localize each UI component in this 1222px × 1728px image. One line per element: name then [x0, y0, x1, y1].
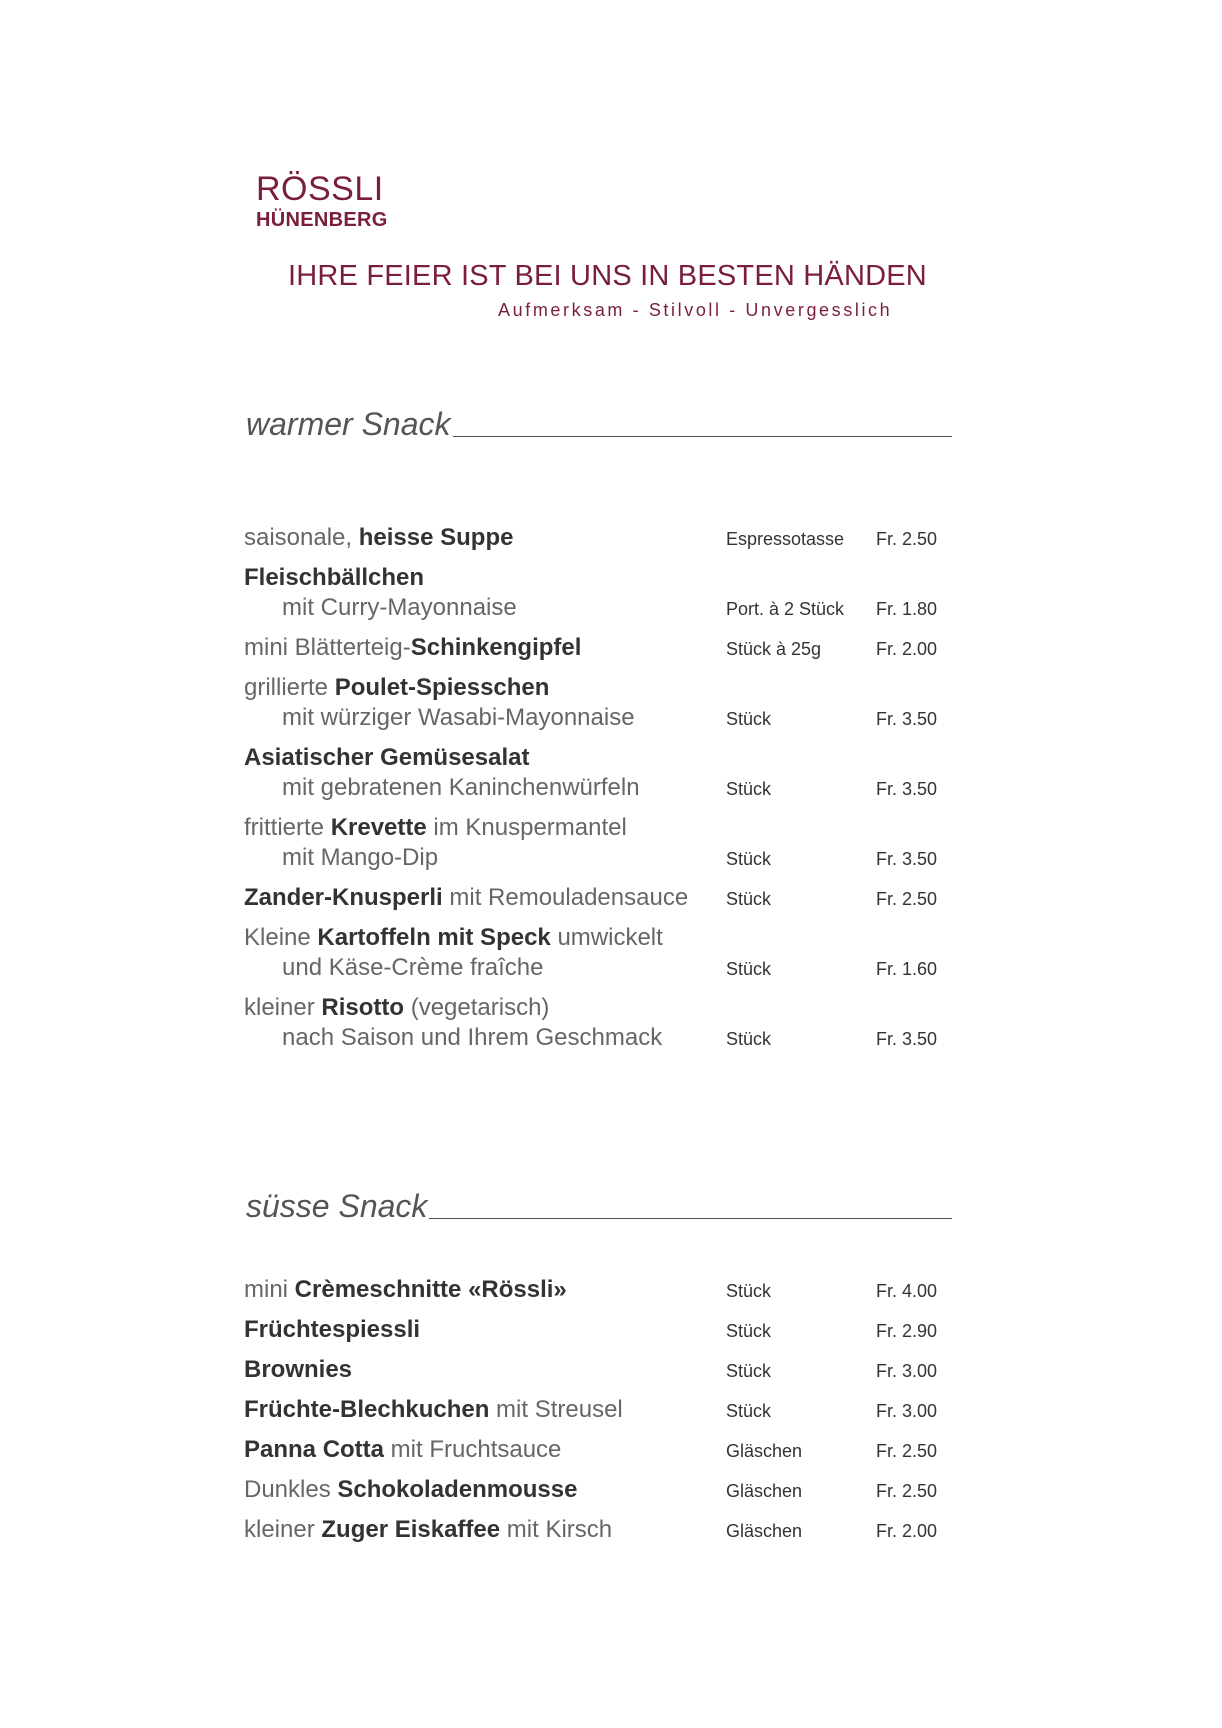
menu-item-name [244, 674, 726, 702]
menu-item-unit: Stück à 25g [726, 639, 822, 659]
menu-item-text: mini Blätterteig- [244, 634, 411, 661]
menu-item-name [244, 814, 726, 842]
menu-item-line [244, 1436, 964, 1466]
menu-item-highlight: Früchte-Blechkuchen [244, 1396, 490, 1423]
menu-item-text: grillierte [244, 674, 335, 701]
section-rule [429, 1218, 952, 1219]
brand-name: RÖSSLI [256, 170, 384, 208]
menu-item [244, 634, 964, 664]
menu-item-price: Fr. 2.50 [876, 529, 938, 549]
menu-item [244, 674, 964, 734]
menu-item [244, 1436, 964, 1466]
menu-item-price: Fr. 2.00 [876, 1521, 938, 1541]
menu-item-price: Fr. 3.50 [876, 779, 938, 799]
menu-item-line [244, 924, 964, 954]
menu-item [244, 564, 964, 624]
menu-item-line [244, 884, 964, 914]
menu-item-price: Fr. 2.00 [876, 639, 938, 659]
menu-item-name [244, 1396, 726, 1424]
menu-item-line [244, 744, 964, 774]
menu-item-highlight: Krevette [330, 814, 427, 841]
menu-item-price: Fr. 3.00 [876, 1401, 938, 1421]
menu-item-unit: Stück [726, 959, 772, 979]
menu-item-text: kleiner [244, 1516, 322, 1543]
menu-item [244, 1316, 964, 1346]
menu-item-text: mit Remouladensauce [442, 884, 689, 911]
menu-item-highlight: Zander-Knusperli [244, 884, 443, 911]
menu-item-description: mit Mango-Dip [282, 844, 439, 871]
menu-item-highlight: Fleischbällchen [244, 564, 425, 591]
menu-item-highlight: Früchtespiessli [244, 1316, 421, 1343]
menu-item-price: Fr. 4.00 [876, 1281, 938, 1301]
menu-item-text: umwickelt [550, 924, 663, 951]
menu-item-line [244, 814, 964, 844]
menu-item [244, 1516, 964, 1546]
menu-item [244, 924, 964, 984]
menu-item-price: Fr. 2.50 [876, 1481, 938, 1501]
brand-location: HÜNENBERG [256, 209, 388, 231]
menu-item-line [244, 994, 964, 1024]
menu-item-text: (vegetarisch) [404, 994, 550, 1021]
menu-item-highlight: Panna Cotta [244, 1436, 385, 1463]
menu-item [244, 1276, 964, 1306]
menu-item-line [244, 564, 964, 594]
menu-item-line [244, 1024, 964, 1054]
menu-item-line [244, 1396, 964, 1426]
menu-item-highlight: Kartoffeln mit Speck [317, 924, 551, 951]
menu-item-name [244, 884, 726, 912]
menu-item-line [244, 674, 964, 704]
menu-item-unit: Stück [726, 1321, 772, 1341]
tagline: Aufmerksam - Stilvoll - Unvergesslich [498, 300, 893, 320]
menu-item-text: kleiner [244, 994, 322, 1021]
menu-item-name [244, 744, 726, 772]
menu-item-text: mit Kirsch [500, 1516, 613, 1543]
menu-item-line [244, 1276, 964, 1306]
menu-item-line [244, 844, 964, 874]
menu-item-price: Fr. 1.80 [876, 599, 938, 619]
menu-item-unit: Stück [726, 889, 772, 909]
menu-item-price: Fr. 3.50 [876, 849, 938, 869]
menu-item-highlight: Crèmeschnitte «Rössli» [294, 1276, 567, 1303]
menu-item-highlight: Schokoladenmousse [337, 1476, 578, 1503]
menu-item-price: Fr. 3.00 [876, 1361, 938, 1381]
menu-item-description: mit gebratenen Kaninchenwürfeln [282, 774, 640, 801]
menu-item-price: Fr. 3.50 [876, 1029, 938, 1049]
section-rule [453, 436, 953, 437]
menu-item-unit: Stück [726, 1361, 772, 1381]
menu-item-highlight: Schinkengipfel [410, 634, 582, 661]
menu-item-text: mit Streusel [489, 1396, 623, 1423]
menu-item [244, 744, 964, 804]
menu-item-price: Fr. 2.50 [876, 1441, 938, 1461]
menu-item [244, 884, 964, 914]
menu-item-unit: Stück [726, 1029, 772, 1049]
menu-item-text: Dunkles [244, 1476, 338, 1503]
menu-item-line [244, 524, 964, 554]
menu-item [244, 1476, 964, 1506]
menu-item-text: mit Fruchtsauce [384, 1436, 562, 1463]
menu-item-price: Fr. 2.50 [876, 889, 938, 909]
menu-item-unit: Gläschen [726, 1521, 803, 1541]
menu-item-unit: Stück [726, 849, 772, 869]
menu-item-unit: Stück [726, 1281, 772, 1301]
menu-item-highlight: Asiatischer Gemüsesalat [244, 744, 530, 771]
menu-item-name [244, 1356, 726, 1384]
menu-item-text: mini [244, 1276, 295, 1303]
menu-item-name [244, 1436, 726, 1464]
menu-item-highlight: Brownies [244, 1356, 353, 1383]
menu-item-text: Kleine [244, 924, 318, 951]
section-title-text: warmer Snack [246, 406, 451, 442]
menu-item-description: nach Saison und Ihrem Geschmack [282, 1024, 663, 1051]
menu-item-highlight: Zuger Eiskaffee [321, 1516, 501, 1543]
menu-item-unit: Espressotasse [726, 529, 845, 549]
menu-item-price: Fr. 2.90 [876, 1321, 938, 1341]
menu-item-price: Fr. 1.60 [876, 959, 938, 979]
menu-item-name [244, 924, 726, 952]
menu-item-name [244, 1276, 726, 1304]
menu-item-text: im Knuspermantel [426, 814, 627, 841]
headline: IHRE FEIER IST BEI UNS IN BESTEN HÄNDEN [288, 260, 927, 292]
menu-item-description: mit Curry-Mayonnaise [282, 594, 517, 621]
menu-item-line [244, 634, 964, 664]
menu-item-line [244, 704, 964, 734]
menu-item-description: und Käse-Crème fraîche [282, 954, 544, 981]
menu-item-line [244, 774, 964, 804]
menu-list-warm [244, 524, 964, 1064]
menu-item-unit: Gläschen [726, 1481, 803, 1501]
menu-item-unit: Stück [726, 1401, 772, 1421]
menu-list-sweet [244, 1276, 964, 1556]
section-title-text: süsse Snack [246, 1188, 428, 1224]
menu-item [244, 524, 964, 554]
menu-item-line [244, 1476, 964, 1506]
menu-item-unit: Port. à 2 Stück [726, 599, 845, 619]
menu-item [244, 814, 964, 874]
menu-item-highlight: heisse Suppe [358, 524, 514, 551]
menu-item-highlight: Poulet-Spiesschen [334, 674, 550, 701]
menu-item-line [244, 1516, 964, 1546]
section-title-warm [246, 406, 952, 443]
menu-item-line [244, 1356, 964, 1386]
menu-item-line [244, 594, 964, 624]
menu-item-text: frittierte [244, 814, 331, 841]
menu-item-unit: Stück [726, 709, 772, 729]
brand-logo [256, 172, 388, 230]
menu-item-name [244, 1516, 726, 1544]
menu-item [244, 1396, 964, 1426]
menu-item-line [244, 954, 964, 984]
menu-item-price: Fr. 3.50 [876, 709, 938, 729]
menu-item-name [244, 1316, 726, 1344]
menu-item-name [244, 634, 726, 662]
menu-item [244, 994, 964, 1054]
menu-item-text: saisonale, [244, 524, 359, 551]
menu-item-name [244, 524, 726, 552]
menu-item-name [244, 564, 726, 592]
menu-item-highlight: Risotto [321, 994, 405, 1021]
menu-item-description: mit würziger Wasabi-Mayonnaise [282, 704, 635, 731]
section-title-sweet [246, 1188, 952, 1225]
menu-item-name [244, 1476, 726, 1504]
menu-item [244, 1356, 964, 1386]
menu-item-line [244, 1316, 964, 1346]
menu-item-name [244, 994, 726, 1022]
menu-item-unit: Gläschen [726, 1441, 803, 1461]
menu-item-unit: Stück [726, 779, 772, 799]
